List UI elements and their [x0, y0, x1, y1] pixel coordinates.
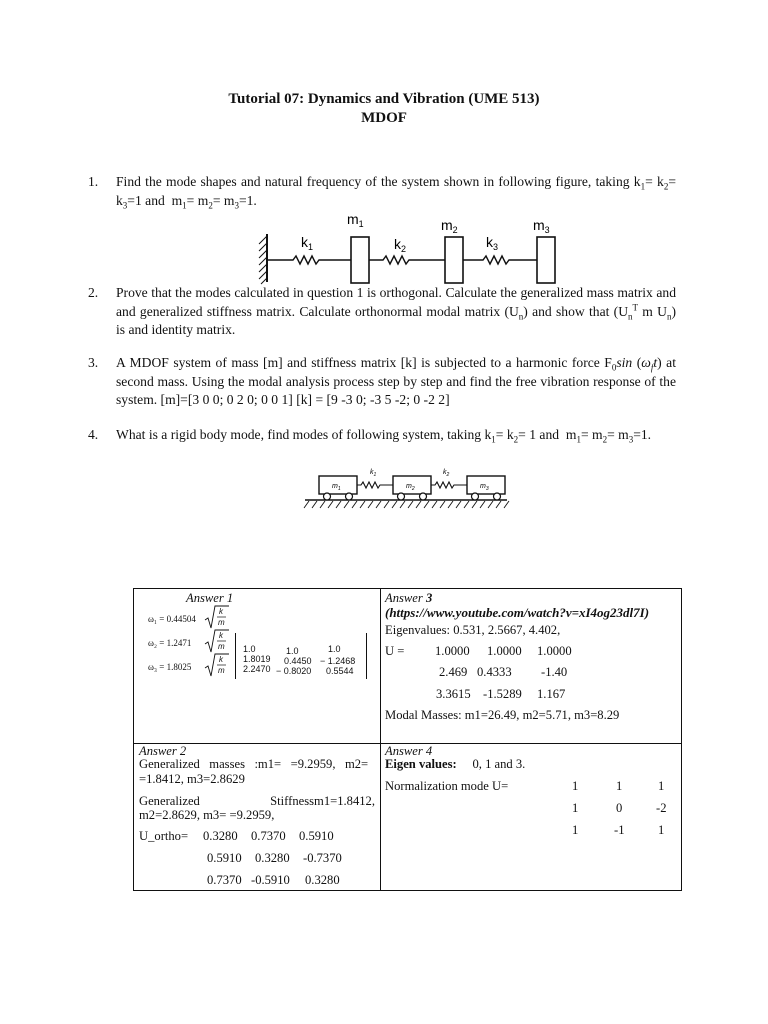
svg-text:m: m — [218, 642, 225, 651]
svg-text:m: m — [218, 666, 225, 675]
cart-label-m3: $m_3$ — [480, 483, 489, 492]
sqrt-k-over-m-icon — [204, 605, 232, 689]
answer-4-cell: Answer 4 Eigen values: 0, 1 and 3. Normalization mode U= 1 1 1 1 0 -2 1 -1 1 — [385, 744, 667, 837]
spring-label-k2: $k_2$ — [394, 236, 407, 254]
svg-text:k: k — [219, 631, 223, 640]
spring-label-k3: $k_3$ — [486, 234, 499, 252]
spring-mass-figure-1 — [255, 210, 565, 285]
svg-text:m: m — [218, 618, 225, 627]
omega-3: ω₃ = 1.8025 — [148, 662, 192, 672]
question-text: What is a rigid body mode, find modes of following system, taking $k_1= k_2= 1$ and $m_1= m_2= m_3=1$. — [116, 427, 652, 445]
mass-label-m1: $m_1$ — [347, 211, 364, 229]
omega-2: ω₂ = 1.2471 — [148, 638, 192, 648]
spring-label-k2: $k_2$ — [443, 469, 450, 478]
cart-spring-figure-2 — [303, 465, 513, 515]
mass-label-m2: $m_2$ — [441, 217, 458, 235]
page-title: Tutorial 07: Dynamics and Vibration (UME 513) — [228, 91, 540, 107]
question-3 — [88, 354, 676, 410]
question-text: Find the mode shapes and natural frequency of the system shown in following figure, taking $k_1= k_2= k_3=1$ and $m_1= m_2= m_3=1$. — [116, 174, 676, 211]
answer-3-link[interactable]: (https://www.youtube.com/watch?v=xI4og23dl7I) — [385, 605, 650, 620]
cart-label-m1: $m_1$ — [332, 483, 341, 492]
question-2 — [88, 284, 676, 340]
spring-label-k1: $k_1$ — [301, 234, 314, 252]
svg-text:k: k — [219, 607, 223, 616]
answer-2-heading: Answer 2 — [139, 744, 187, 758]
answer-3-modal-masses: Modal Masses: m1=26.49, m2=5.71, m3=8.29 — [385, 708, 620, 722]
answer-4-eigenvalues: Eigen values: 0, 1 and 3. — [385, 757, 526, 771]
question-text: A MDOF system of mass [m] and stiffness matrix [k] is subjected to a harmonic force $F_0\sin$ $(\omega_ft)$ at second mass. Using the modal analysis process step by step and find the free vibration response of the system. [m]=[3 0 0; 0 2 0; 0 0 1] [k] = [9 -3 0; -3 5 -2; 0 -2 2] — [116, 355, 676, 407]
answer-2-generalized-stiffness: Generalized Stiffnessm1=1.8412, — [139, 794, 375, 808]
page-subtitle: MDOF — [361, 110, 407, 126]
question-number: 4. — [88, 427, 99, 442]
spring-label-k1: $k_1$ — [370, 469, 377, 478]
question-1 — [88, 173, 676, 211]
answer-3-heading: Answer 3 — [385, 591, 433, 605]
question-text: Prove that the modes calculated in question 1 is orthogonal. Calculate the generalized mass matrix and and generalized stiffness matrix. Calculate orthonormal modal matrix $(U_n)$ and show that ($U_n^T$ m $U_n$) is and identity matrix. — [116, 285, 676, 337]
answer-3-eigenvalues: Eigenvalues: 0.531, 2.5667, 4.402, — [385, 623, 561, 637]
answer-2-cell: Answer 2 Generalized masses :m1= =9.2959, m2= =1.8412, m3=2.8629 Generalized Stiffnessm1=1.8412, m2=2.8629, m3= =9.2959, U_ortho= 0.3280 0.7370 0.5910 0.5910 0.3280 -0.7370 0.7370 -0.5910 0.3280 — [139, 744, 375, 887]
answer-3-cell: Answer 3 (https://www.youtube.com/watch?v=xI4og23dl7I) Eigenvalues: 0.531, 2.5667, 4.402, U = 1.0000 1.0000 1.0000 2.469 0.4333 -1.40 3.3615 -1.5289 1.167 Modal Masses: m1=26.49, m2=5.71, m3=8.29 — [385, 591, 650, 722]
mass-label-m3: $m_3$ — [533, 217, 550, 235]
answer-4-heading: Answer 4 — [385, 744, 433, 758]
answer-1-cell: Answer 1 ω₁ = 0.44504 ω₂ = 1.2471 ω₃ = 1.8025 k m k m k m 1.0 1.0 1.0 1.8019 0.4450 − 1.2468 2.2470 − 0.8020 0.5544 — [134, 589, 379, 742]
question-4 — [88, 426, 676, 445]
question-number: 2. — [88, 285, 99, 300]
svg-text:k: k — [219, 655, 223, 664]
answer-4-u-label: Normalization mode U= — [385, 779, 509, 793]
answer-2-u-ortho-label: U_ortho= — [139, 829, 189, 843]
omega-1: ω₁ = 0.44504 — [148, 614, 196, 624]
question-number: 1. — [88, 174, 99, 189]
answer-1-heading: Answer 1 — [186, 591, 234, 605]
question-number: 3. — [88, 355, 99, 370]
cart-label-m2: $m_2$ — [406, 483, 415, 492]
answer-3-u-label: U = — [385, 644, 405, 658]
answer-2-generalized-masses: Generalized masses :m1= =9.2959, m2= — [139, 757, 369, 771]
